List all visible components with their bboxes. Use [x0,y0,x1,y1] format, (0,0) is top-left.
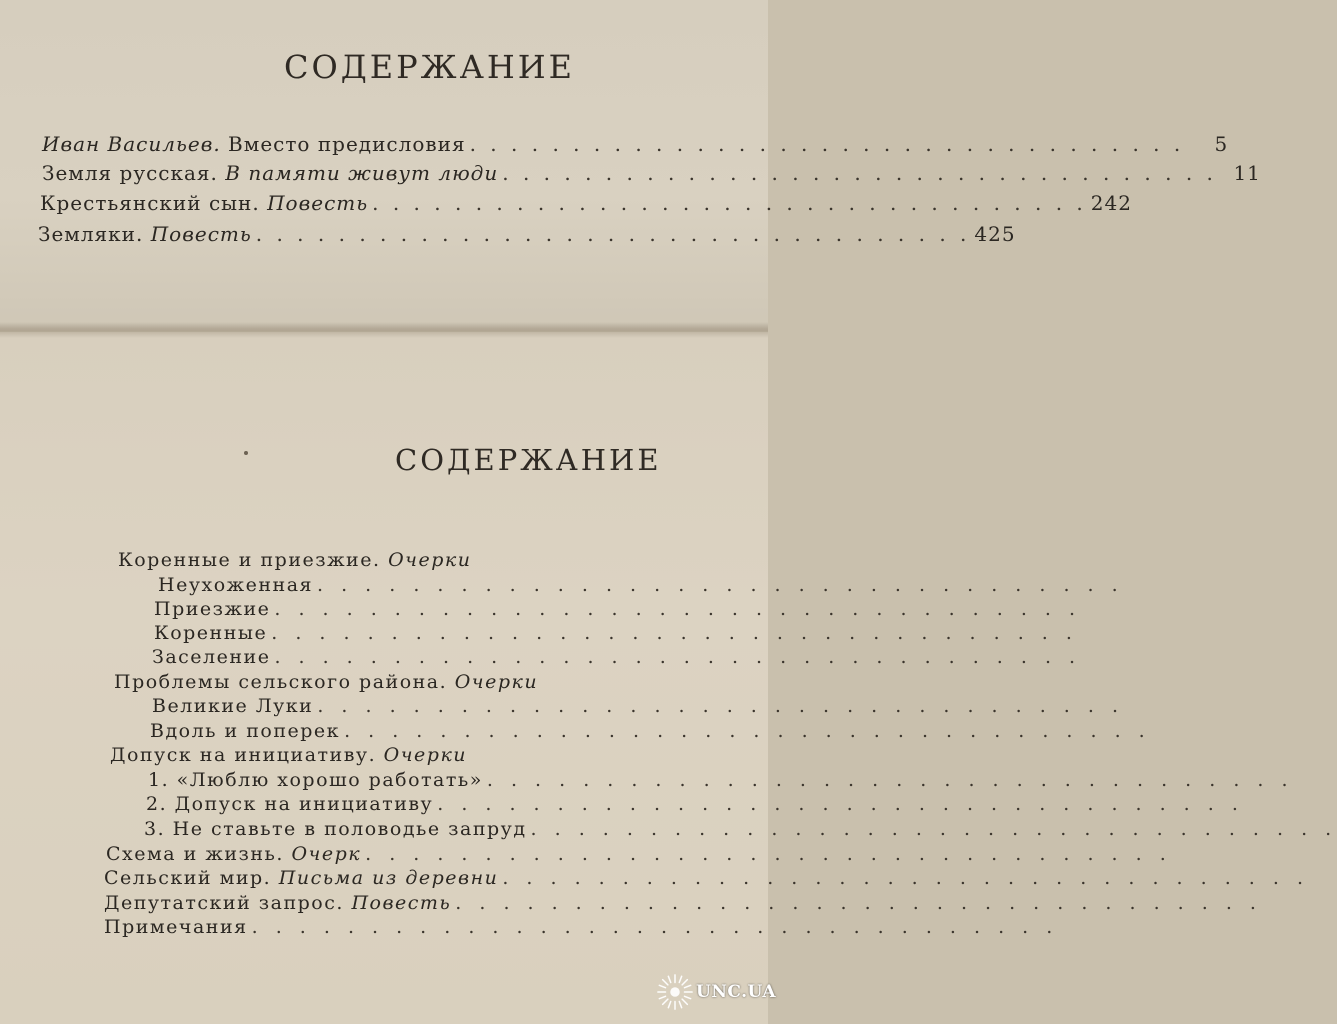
leader-dots: . . . . . . . . . . . . . . . . . . . . . . . . . . . . . . . . . . [274,646,1082,668]
leader-dots: . . . . . . . . . . . . . . . . . . . . . . . . . . . . . . . . . . [344,720,1151,742]
toc-entry-title: Допуск на инициативу. [110,744,384,766]
leader-dots: . . . . . . . . . . . . . . . . . . . . . . . . . . . . . . . . . . [251,916,1059,938]
paper-speck [244,451,248,455]
watermark [656,968,777,1016]
leader-dots: . . . . . . . . . . . . . . . . . . . . . . . . . . . . . . . . . . [317,695,1124,717]
toc-entry-subtitle: Очерк [291,843,362,865]
toc-entry [154,598,1082,622]
page-edge-shadow [0,322,768,338]
toc-entry [42,161,1261,189]
leader-dots: . . . . . . . . . . . . . . . . . . . . . . . . . . . . . . . . . . [437,793,1244,815]
toc-entry-subtitle: Очерки [388,549,472,571]
toc-entry-title: Крестьянский сын. [40,191,268,215]
toc-entry [104,916,1059,940]
toc-entry [110,744,768,768]
leader-dots: . . . . . . . . . . . . . . . . . . . . . . . . . . . . . . . . . . [271,622,1078,644]
toc-entry-title: Примечания [104,916,248,938]
toc-entry-title: 1. «Люблю хорошо работать» [148,769,483,791]
toc-entry-subtitle: Очерки [454,671,539,693]
toc-entry-subtitle: Повесть [351,892,452,914]
toc-entry-title: 3. Не ставьте в половодье запруд [144,818,527,840]
leader-dots: . . . . . . . . . . . . . . . . . . . . . . . . . . . . . . . . . . [502,867,1309,889]
toc-entry [104,867,1309,891]
toc-entry [152,646,1082,670]
toc-entry-subtitle: Повесть [150,222,252,246]
toc-entry-subtitle: Письма из деревни [278,867,499,889]
toc-entry [158,574,1124,598]
toc-entry-title: Депутатский запрос. [104,892,352,914]
toc-entry [148,769,1294,793]
toc-entry-title: Вдоль и поперек [150,720,341,742]
leader-dots: . . . . . . . . . . . . . . . . . . . . . . . . . . . . . . . . . . [317,574,1124,596]
leader-dots: . . . . . . . . . . . . . . . . . . . . . . . . . . . . . . . . . . . [469,132,1185,156]
toc-entry-page: 242 [1090,191,1132,215]
toc-entry-title: Неухоженная [158,574,314,596]
toc-entry [152,695,1124,719]
toc-entry [104,892,1262,916]
toc-entry [40,191,1132,219]
toc-entry [114,671,768,695]
toc-entry-subtitle: Очерки [383,744,468,766]
toc-entry-title: Проблемы сельского района. [114,671,455,693]
toc-entry-page: 5 [1214,132,1229,156]
toc-entry-title: Земляки. [38,222,151,246]
leader-dots: . . . . . . . . . . . . . . . . . . . . . . . . . . . . . . . . . . [455,892,1262,914]
toc-entry [154,622,1078,646]
toc-entry-author: Иван Васильев. [42,132,221,156]
toc-entry-title: 2. Допуск на инициативу [146,793,434,815]
toc-entry-subtitle: Повесть [267,191,369,215]
leader-dots: . . . . . . . . . . . . . . . . . . . . . . . . . . . . . . . . . . [530,818,1337,840]
toc-entry [144,818,1337,842]
toc-entry [106,843,1172,867]
toc-entry-title: Великие Луки [152,695,314,717]
toc-entry-title: Схема и жизнь. [106,843,292,865]
toc-entry-title: Коренные и приезжие. [118,549,389,571]
leader-dots: . . . . . . . . . . . . . . . . . . . . . . . . . . . . . . . . . . . [255,222,971,246]
toc-entry-title: Вместо предисловия [220,132,466,156]
leader-dots: . . . . . . . . . . . . . . . . . . . . . . . . . . . . . . . . . . [274,598,1082,620]
top-page-heading: СОДЕРЖАНИЕ [284,48,575,86]
leader-dots: . . . . . . . . . . . . . . . . . . . . . . . . . . . . . . . . . . [486,769,1294,791]
toc-entry [150,720,1151,744]
toc-entry [38,222,1016,250]
toc-entry-subtitle: В памяти живут люди [225,161,499,185]
toc-entry [118,549,768,573]
toc-entry-title: Земля русская. [42,161,226,185]
toc-entry [42,132,1229,160]
toc-entry-page: 11 [1233,161,1261,185]
toc-entry-title: Сельский мир. [104,867,279,889]
leader-dots: . . . . . . . . . . . . . . . . . . . . . . . . . . . . . . . . . . [365,843,1172,865]
watermark-text: UNC.UA [696,982,777,1002]
toc-entry-title: Заселение [152,646,271,668]
toc-entry-title: Приезжие [154,598,271,620]
sun-burst-icon [656,973,694,1011]
leader-dots: . . . . . . . . . . . . . . . . . . . . . . . . . . . . . . . . . . . [502,161,1217,185]
toc-entry-title: Коренные [154,622,268,644]
leader-dots: . . . . . . . . . . . . . . . . . . . . . . . . . . . . . . . . . . . [372,191,1087,215]
toc-entry-page: 425 [974,222,1016,246]
bottom-page-heading: СОДЕРЖАНИЕ [395,443,662,477]
toc-entry [146,793,1244,817]
